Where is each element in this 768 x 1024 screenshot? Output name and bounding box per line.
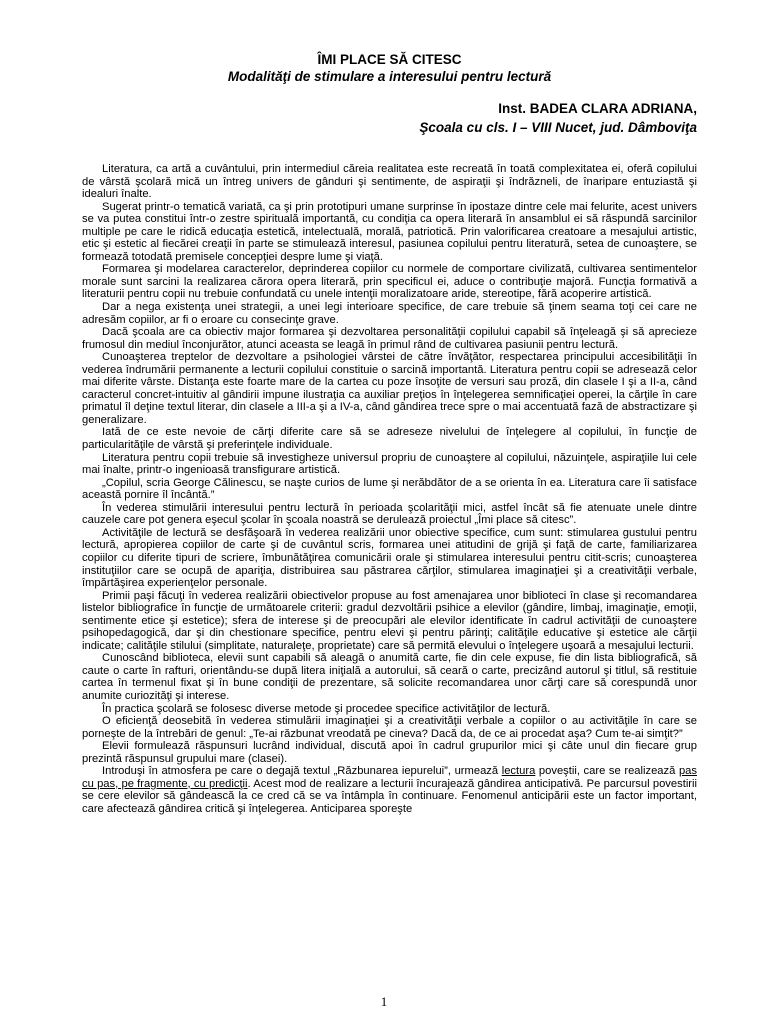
document-title: ÎMI PLACE SĂ CITESC	[317, 52, 462, 67]
paragraph: Primii paşi făcuţi în vederea realizării obiectivelor propuse au fost amenajarea unor biblioteci în clase şi recomandarea listelor bibliografice în funcţie de următoarele criterii: gradul dezvoltării psihice a elevilor (gândire, limbaj, imaginaţie, emoţii, sentimente etice şi estetice); sfera de interese şi de preocupări ale elevilor identificate în cadrul activităţii de cunoaştere psihopedagogică, dar şi din chestionare specifice, pentru elevi şi pentru părinţi; calităţile educative şi estetice ale cărţii indicate; calităţile stilului (simplitate, naturaleţe, proprietate) care să permită elevului o înţelegere uşoară a mesajului lecturii.	[82, 589, 697, 652]
paragraph: Cunoaşterea treptelor de dezvoltare a psihologiei vârstei de către învăţător, respectarea principului accesibilităţii în vederea îndrumării permanente a lecturii copilului constituie o sarcină importantă. Literatura pentru copii se adresează celor mai diferite vârste. Distanţa este foarte mare de la cartea cu poze însoţite de versuri sau proză, din clasele I şi a II-a, când caracterul concret-intuitiv al gândirii impune ilustraţia ca auxiliar preţios în înţelegerea semnificaţiei operei, la cărţile în care primatul îl deţine textul literar, din clasele a III-a şi a IV-a, când gândirea trece spre o mai accentuată fază de abstractizare şi generalizare.	[82, 351, 697, 426]
text-run: poveştii, care se realizează	[535, 765, 679, 778]
paragraph: Cunoscând biblioteca, elevii sunt capabili să aleagă o anumită carte, fie din cele expuse, fie din lista bibliografică, să caute o carte în rafturi, orientându-se după litera iniţială a autorului, să ceară o carte, precizând autorul şi titlul, să restituie cartea în termenul fixat şi în bune condiţii de prezentare, să solicite recomandarea unor cărţi care să corespundă unor anumite curiozităţi şi interese.	[82, 652, 697, 702]
author-name: Inst. BADEA CLARA ADRIANA,	[498, 101, 697, 116]
paragraph-last	[82, 765, 697, 815]
paragraph: Literatura, ca artă a cuvântului, prin intermediul căreia realitatea este recreată în toată complexitatea ei, oferă copilului de vârstă şcolară mică un întreg univers de gânduri şi sentimente, de aspiraţii şi îndrăzneli, de înaripare entuziastă şi idealuri înalte.	[82, 163, 697, 201]
paragraph: Elevii formulează răspunsuri lucrând individual, discută apoi în cadrul grupurilor mici şi câte unul din fiecare grup prezintă răspunsul grupului mare (clasei).	[82, 740, 697, 765]
paragraph: „Copilul, scria George Călinescu, se naşte curios de lume şi nerăbdător de a se orienta în ea. Literatura care îi satisface această pornire îl încântă.”	[82, 476, 697, 502]
text-run: . Acest mod de realizare a lecturii încurajează gândirea anticipativă. Pe parcursul povestirii se cere elevilor să gândească la ce cred că se va întâmpla în continuare. Fenomenul anticipării este un factor important, care afectează gândirea critică şi înţelegerea. Anticiparea sporeşte	[82, 777, 698, 815]
page-number: 1	[380, 994, 388, 1009]
underlined-text: lectura	[501, 765, 536, 778]
paragraph: Dar a nega existenţa unei strategii, a unei legi interioare specifice, de care trebuie să ţinem seama toţi cei care ne adresăm copiilor, ar fi o eroare cu consecinţe grave.	[82, 301, 697, 326]
paragraph: Activităţile de lectură se desfăşoară în vederea realizării unor obiective specifice, cum sunt: stimularea gustului pentru lectură, apropierea copiilor de carte şi de cuvântul scris, formarea unei atitudini de grijă şi faţă de carte, familiarizarea copiilor cu diferite tipuri de scriere, îmbunătăţirea comunicării orale şi stimularea interesului pentru citit-scris; cunoaşterea instituţiilor care se ocupă de apariţia, distribuirea sau păstrarea cărţilor, stimularea imaginaţiei şi a creativităţii verbale, împărtăşirea experienţelor personale.	[82, 526, 697, 590]
paragraph: Formarea şi modelarea caracterelor, deprinderea copiilor cu normele de comportare civilizată, cultivarea sentimentelor morale sunt sarcini la realizarea cărora opera literară, prin specificul ei, aduce o contribuţie majoră. Funcţia formativă a literaturii pentru copii nu trebuie confundată cu unele intenţii moralizatoare aride, stereotipe, fără acoperire artistică.	[82, 263, 697, 301]
paragraph: O eficienţă deosebită în vederea stimulării imaginaţiei şi a creativităţii verbale a copiilor o au activităţile în care se porneşte de la întrebări de genul: „Te-ai răzbunat vreodată pe cineva? Dacă da, de ce ai procedat aşa? Cum te-ai simţit?”	[82, 715, 697, 740]
paragraph: Sugerat printr-o tematică variată, ca şi prin prototipuri umane surprinse în ipostaze dintre cele mai felurite, acest univers se va putea constitui într-o zestre spirituală importantă, cu condiţia ca opera literară în ansamblul ei să răspundă sarcinilor multiple pe care le ridică educaţia estetică, intelectuală, morală, patriotică. Prin valorificarea creatoare a mesajului artistic, etic şi estetic al fiecărei creaţii în parte se stimulează interesul, pasiunea copilului pentru literatură, setea de cunoaştere, se formează totodată premisele concepţiei despre lume şi viaţă.	[82, 200, 697, 263]
paragraph: În vederea stimulării interesului pentru lectură în perioada şcolarităţii mici, astfel încât să fie atenuate unele dintre cauzele care pot genera eşecul şcolar în şcoala noastră se derulează proiectul „Îmi place să citesc”.	[82, 501, 697, 527]
paragraph: Dacă şcoala are ca obiectiv major formarea şi dezvoltarea personalităţii copilului capabil să înţeleagă şi să aprecieze frumosul din mediul înconjurător, atunci aceasta se leagă în primul rând de cultivarea pasiunii pentru lectură.	[82, 326, 697, 351]
document-subtitle: Modalităţi de stimulare a interesului pentru lectură	[227, 69, 552, 84]
underlined-text: pas cu pas, pe fragmente, cu predicţii	[82, 765, 697, 790]
document-body	[82, 163, 697, 815]
text-run: Introduşi în atmosfera pe care o degajă textul „Răzbunarea iepurelui”, urmează	[102, 765, 502, 778]
paragraph: Iată de ce este nevoie de cărţi diferite care să se adreseze nivelului de înţelegere al copilului, în funcţie de particularităţile de vârstă şi preferinţele individuale.	[82, 426, 697, 452]
document-page	[82, 52, 697, 815]
paragraph: În practica şcolară se folosesc diverse metode şi procedee specifice activităţilor de lectură.	[102, 702, 551, 715]
author-school: Şcoala cu cls. I – VIII Nucet, jud. Dâmboviţa	[419, 120, 697, 135]
paragraph: Literatura pentru copii trebuie să investigheze universul propriu de cunoaştere al copilului, năzuinţele, aspiraţiile lui cele mai înalte, printr-o ingenioasă transfigurare artistică.	[82, 451, 697, 477]
